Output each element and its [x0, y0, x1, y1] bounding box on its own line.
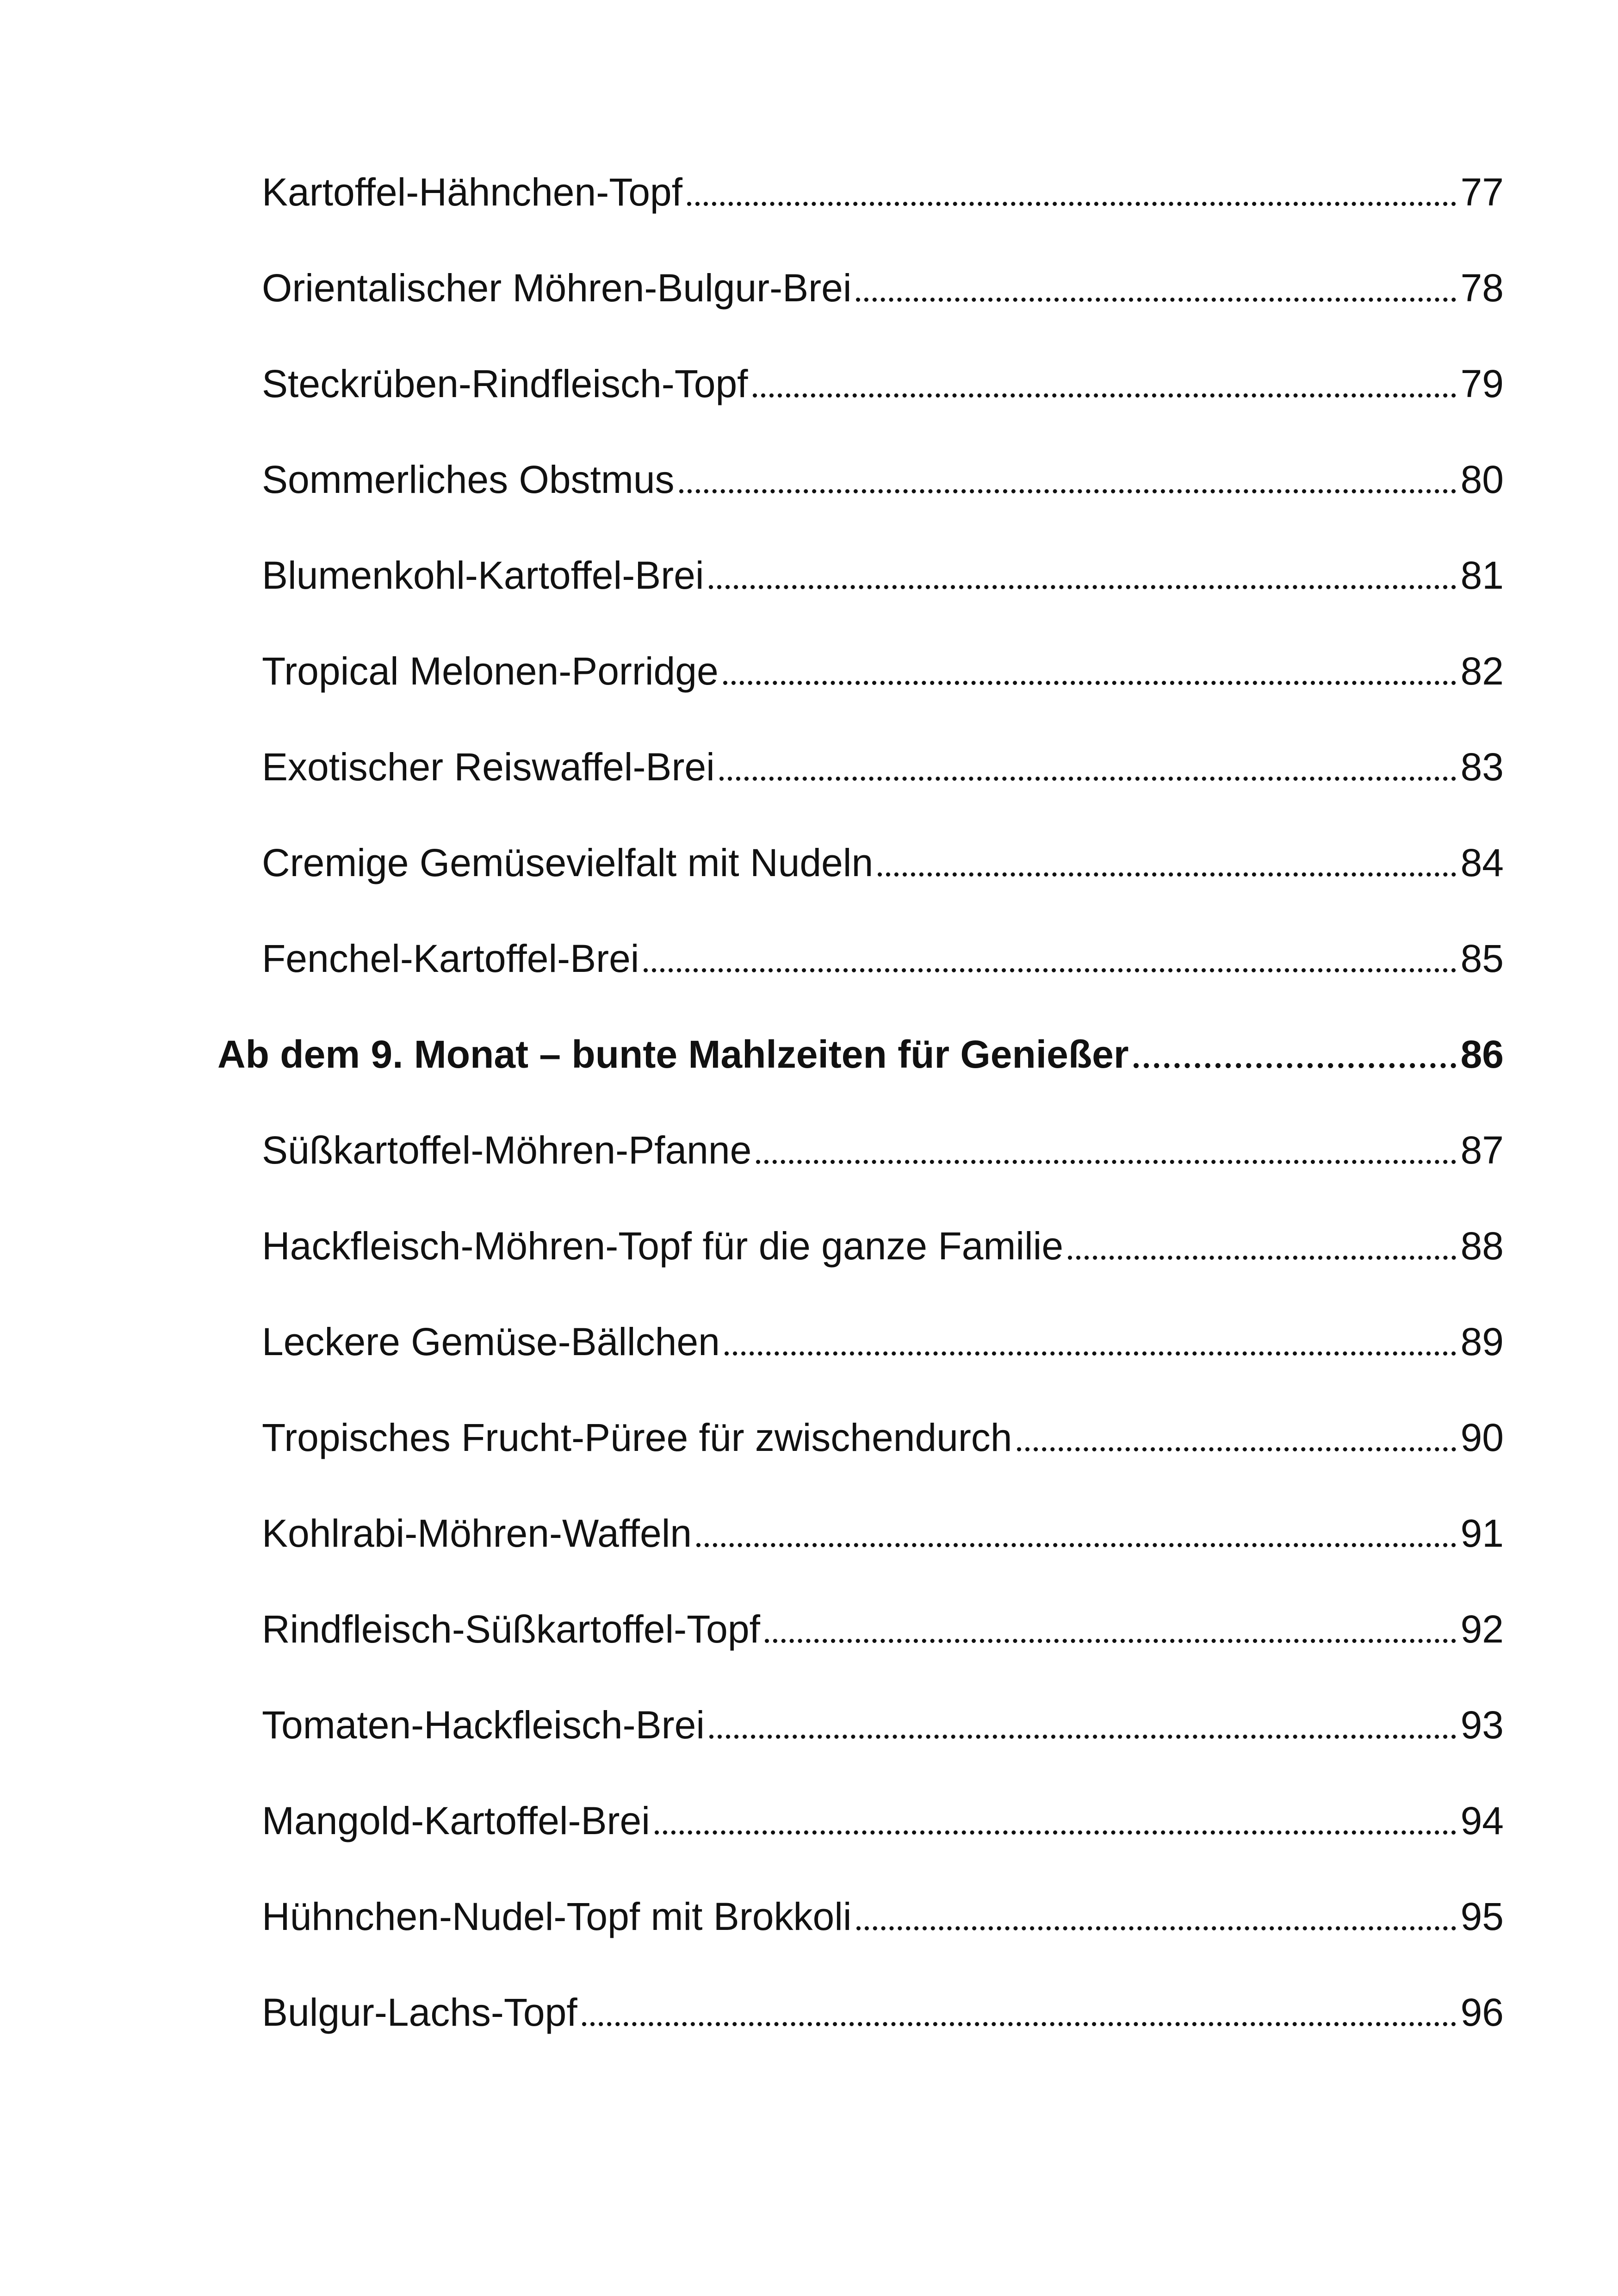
dot-leader — [756, 1160, 1456, 1164]
toc-entry — [262, 548, 1504, 603]
dot-leader — [1134, 1063, 1456, 1068]
toc-entry-page-number: 90 — [1460, 1416, 1504, 1459]
toc-entry-page-number: 96 — [1460, 1991, 1504, 2034]
toc-entry — [262, 1601, 1504, 1657]
dot-leader — [687, 202, 1456, 206]
dot-leader — [655, 1830, 1456, 1835]
dot-leader — [856, 298, 1456, 302]
toc-section-title: Ab dem 9. Monat – bunte Mahlzeiten für Genießer — [217, 1033, 1129, 1076]
toc-section-heading — [217, 1027, 1504, 1082]
toc-entry — [262, 1122, 1504, 1178]
dot-leader — [709, 585, 1456, 589]
toc-entry-page-number: 93 — [1460, 1703, 1504, 1747]
dot-leader — [725, 1351, 1456, 1356]
dot-leader — [765, 1639, 1456, 1643]
dot-leader — [753, 393, 1456, 398]
dot-leader — [719, 777, 1456, 781]
toc-entry — [262, 1410, 1504, 1465]
toc-entry-page-number: 77 — [1460, 170, 1504, 214]
toc-entry-title: Kohlrabi-Möhren-Waffeln — [262, 1512, 692, 1555]
toc-entry-page-number: 80 — [1460, 458, 1504, 501]
toc-entry-page-number: 83 — [1460, 745, 1504, 789]
toc-entry-title: Hackfleisch-Möhren-Topf für die ganze Familie — [262, 1224, 1064, 1268]
toc-entry-title: Leckere Gemüse-Bällchen — [262, 1320, 720, 1363]
dot-leader — [679, 489, 1456, 493]
toc-entry-title: Mangold-Kartoffel-Brei — [262, 1799, 650, 1842]
toc-entry-page-number: 82 — [1460, 649, 1504, 693]
toc-entry-page-number: 79 — [1460, 362, 1504, 405]
dot-leader — [878, 872, 1456, 877]
toc-entry-title: Tropisches Frucht-Püree für zwischendurch — [262, 1416, 1012, 1459]
dot-leader — [1068, 1256, 1456, 1260]
toc-entry — [262, 1793, 1504, 1848]
toc-entry — [262, 835, 1504, 890]
toc-entry-page-number: 78 — [1460, 266, 1504, 310]
toc-entry — [262, 1506, 1504, 1561]
toc-entry-title: Süßkartoffel-Möhren-Pfanne — [262, 1128, 752, 1172]
toc-entry — [262, 1889, 1504, 1944]
toc-entry-page-number: 89 — [1460, 1320, 1504, 1363]
toc-entry-page-number: 85 — [1460, 937, 1504, 980]
toc-entry-title: Bulgur-Lachs-Topf — [262, 1991, 577, 2034]
toc-entry-page-number: 91 — [1460, 1512, 1504, 1555]
toc-entry-title: Tomaten-Hackfleisch-Brei — [262, 1703, 705, 1747]
toc-entry-page-number: 94 — [1460, 1799, 1504, 1842]
toc-entry-title: Kartoffel-Hähnchen-Topf — [262, 170, 682, 214]
toc-entry — [262, 1697, 1504, 1753]
toc-entry — [262, 1985, 1504, 2040]
toc-entry — [262, 1218, 1504, 1274]
toc-entry-page-number: 95 — [1460, 1895, 1504, 1938]
dot-leader — [723, 681, 1456, 685]
toc-entry-title: Rindfleisch-Süßkartoffel-Topf — [262, 1607, 760, 1651]
toc-section-page-number: 86 — [1460, 1033, 1504, 1076]
toc-entry-title: Exotischer Reiswaffel-Brei — [262, 745, 715, 789]
dot-leader — [856, 1926, 1456, 1930]
toc-entry — [262, 1314, 1504, 1369]
dot-leader — [1017, 1447, 1456, 1451]
toc-entry-title: Sommerliches Obstmus — [262, 458, 675, 501]
dot-leader — [709, 1735, 1456, 1739]
toc-entry-page-number: 88 — [1460, 1224, 1504, 1268]
toc-entry-page-number: 87 — [1460, 1128, 1504, 1172]
toc-entry — [262, 164, 1504, 220]
toc-entry — [262, 452, 1504, 507]
dot-leader — [696, 1543, 1456, 1547]
toc-entry-title: Tropical Melonen-Porridge — [262, 649, 719, 693]
toc-entry-title: Fenchel-Kartoffel-Brei — [262, 937, 639, 980]
dot-leader — [582, 2022, 1456, 2026]
toc-entry-title: Hühnchen-Nudel-Topf mit Brokkoli — [262, 1895, 852, 1938]
toc-entry-title: Steckrüben-Rindfleisch-Topf — [262, 362, 748, 405]
toc-entry-title: Blumenkohl-Kartoffel-Brei — [262, 554, 704, 597]
toc-entry-page-number: 92 — [1460, 1607, 1504, 1651]
toc-entry — [262, 260, 1504, 316]
toc-entry — [262, 643, 1504, 699]
toc-entry — [262, 739, 1504, 795]
toc-entry-page-number: 84 — [1460, 841, 1504, 884]
toc-entry-page-number: 81 — [1460, 554, 1504, 597]
toc-entry-title: Orientalischer Möhren-Bulgur-Brei — [262, 266, 852, 310]
toc-entry — [262, 356, 1504, 411]
toc-entry — [262, 931, 1504, 986]
toc-entry-title: Cremige Gemüsevielfalt mit Nudeln — [262, 841, 874, 884]
dot-leader — [644, 968, 1456, 972]
